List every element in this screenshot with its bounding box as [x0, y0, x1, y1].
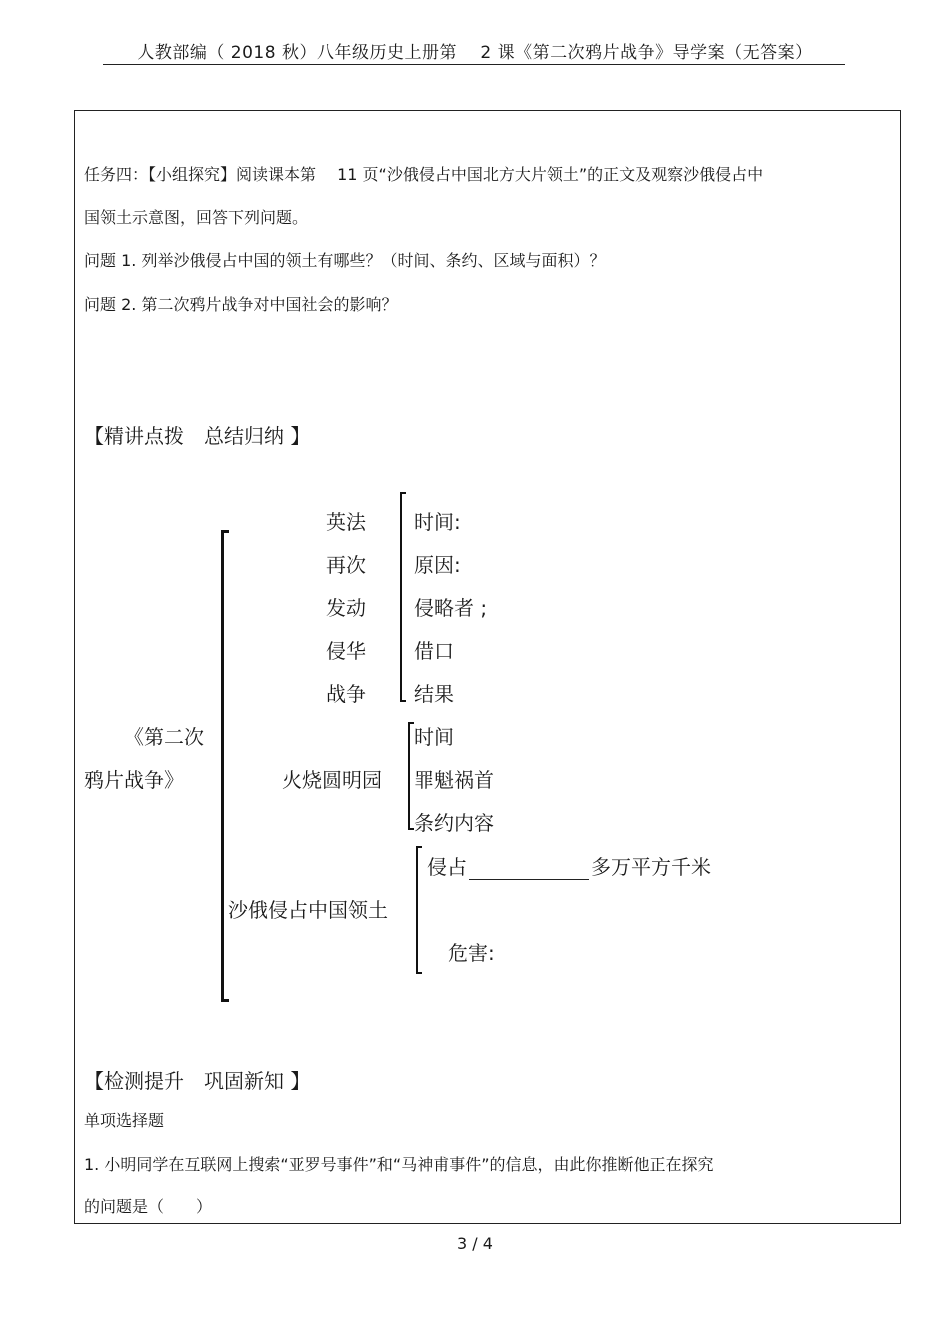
branch2-item: 罪魁祸首 — [414, 768, 494, 792]
branch2-item: 条约内容 — [414, 811, 494, 835]
branch1-item: 结果 — [414, 682, 454, 706]
summary-heading: 【精讲点拨 总结归纳 】 — [84, 424, 311, 448]
branch1-word: 发动 — [326, 596, 366, 620]
main-bracket — [221, 530, 229, 1002]
header-rule — [103, 64, 845, 65]
fill-blank[interactable] — [469, 861, 589, 880]
task4-line2: 国领土示意图，回答下列问题。 — [84, 208, 309, 227]
occupy-suffix: 多万平方千米 — [591, 855, 711, 879]
document-header: 人教部编（ 2018 秋）八年级历史上册第 2 课《第二次鸦片战争》导学案（无答案） — [137, 43, 813, 63]
branch1-word: 战争 — [326, 682, 366, 706]
branch1-item: 原因: — [414, 553, 461, 577]
page-number: 3 / 4 — [457, 1234, 493, 1253]
branch1-item: 侵略者 ; — [414, 596, 488, 620]
question-type: 单项选择题 — [84, 1111, 165, 1130]
branch3-label: 沙俄侵占中国领土 — [228, 898, 388, 922]
branch1-bracket — [400, 492, 406, 702]
branch1-item: 时间: — [414, 510, 461, 534]
branch1-word: 侵华 — [326, 639, 366, 663]
task4-line1: 任务四：【小组探究】阅读课本第 11 页“沙俄侵占中国北方大片领土”的正文及观察沙俄侵占中 — [84, 165, 764, 184]
branch3-item-occupy — [427, 851, 711, 880]
branch1-item: 借口 — [414, 639, 454, 663]
test-q1-line2: 的问题是（ ） — [84, 1197, 213, 1216]
task4-question2: 问题 2. 第二次鸦片战争对中国社会的影响？ — [84, 295, 398, 314]
content-frame — [74, 110, 901, 1224]
root-label-line1: 《第二次 — [124, 725, 204, 749]
test-q1-line1: 1. 小明同学在互联网上搜索“亚罗号事件”和“马神甫事件”的信息，由此你推断他正在探究 — [84, 1155, 714, 1174]
branch3-bracket — [416, 846, 422, 974]
branch2-item: 时间 — [414, 725, 454, 749]
branch2-label: 火烧圆明园 — [282, 768, 382, 792]
task4-question1: 问题 1. 列举沙俄侵占中国的领土有哪些？（时间、条约、区域与面积）？ — [84, 251, 606, 270]
occupy-prefix: 侵占 — [427, 855, 467, 879]
branch3-item-harm: 危害: — [448, 941, 495, 965]
root-label-line2: 鸦片战争》 — [84, 768, 184, 792]
test-heading: 【检测提升 巩固新知 】 — [84, 1069, 311, 1093]
branch1-word: 英法 — [326, 510, 366, 534]
branch1-word: 再次 — [326, 553, 366, 577]
